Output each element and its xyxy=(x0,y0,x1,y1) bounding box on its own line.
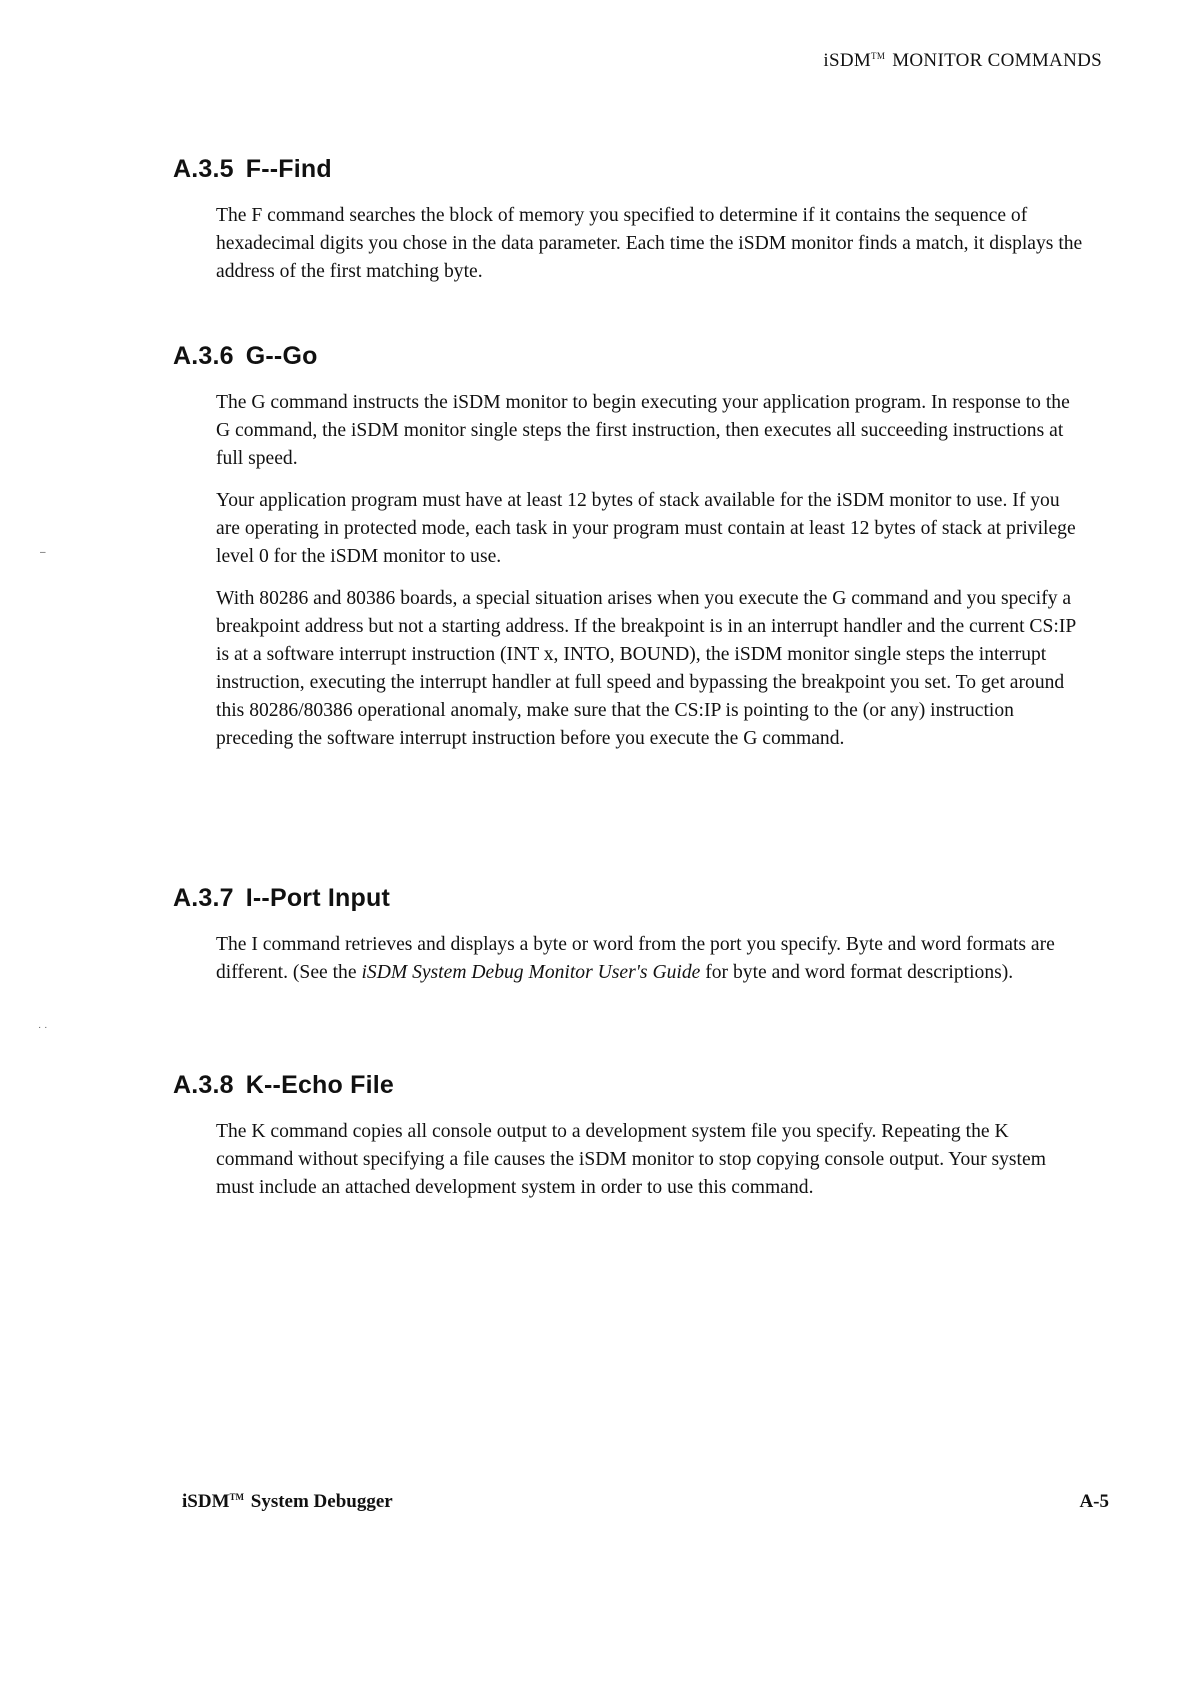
footer-text: System Debugger xyxy=(246,1491,393,1512)
section-find xyxy=(173,155,1093,300)
paragraph-text: for byte and word format descriptions). xyxy=(700,962,1014,983)
header-prefix: iSDM xyxy=(823,50,872,71)
section-heading xyxy=(173,342,1093,371)
section-number: A.3.8 xyxy=(173,1071,234,1099)
section-body xyxy=(216,389,1086,753)
page-number: A-5 xyxy=(1079,1491,1109,1512)
header-title: MONITOR COMMANDS xyxy=(887,50,1102,71)
guide-title: iSDM System Debug Monitor User's Guide xyxy=(361,962,701,983)
section-body xyxy=(216,202,1086,286)
margin-mark: · · xyxy=(38,1022,48,1033)
paragraph: The G command instructs the iSDM monitor to begin executing your application program. In response to the G command, the iSDM monitor single steps the first instruction, then executes all succeeding instructions at full speed. xyxy=(216,392,1070,469)
section-heading xyxy=(173,884,1093,913)
paragraph-text: The I command retrieves and displays a byte or word from the port you specify. Byte and word formats are different. (See the xyxy=(216,934,1055,983)
paragraph: The K command copies all console output to a development system file you specify. Repeating the K command without specifying a file causes the iSDM monitor to stop copying console output. Your system must include an attached development system in order to use this command. xyxy=(216,1121,1046,1198)
running-header xyxy=(823,50,1102,72)
section-body xyxy=(216,931,1086,987)
paragraph: The F command searches the block of memory you specified to determine if it contains the sequence of hexadecimal digits you chose in the data parameter. Each time the iSDM monitor finds a match, it displays the address of the first matching byte. xyxy=(216,205,1083,282)
paragraph: With 80286 and 80386 boards, a special situation arises when you execute the G command and you specify a breakpoint address but not a starting address. If the breakpoint is in an interrupt handler and the current CS:IP is at a software interrupt instruction (INT x, INTO, BOUND), the iSDM monitor single steps the interrupt instruction, executing the interrupt handler at full speed and bypassing the breakpoint you set. To get around this 80286/80386 operational anomaly, make sure that the CS:IP is pointing to the (or any) instruction preceding the software interrupt instruction before you execute the G command. xyxy=(216,588,1076,749)
header-trademark: TM xyxy=(871,51,886,61)
footer-title xyxy=(182,1491,393,1513)
footer-trademark: TM xyxy=(229,1492,244,1502)
paragraph xyxy=(216,931,1086,987)
section-heading xyxy=(173,155,1093,184)
section-title: K--Echo File xyxy=(245,1071,395,1099)
section-number: A.3.5 xyxy=(173,155,234,183)
section-go xyxy=(173,342,1093,767)
section-number: A.3.6 xyxy=(173,342,234,370)
section-number: A.3.7 xyxy=(173,884,234,912)
section-body xyxy=(216,1118,1086,1202)
section-title: F--Find xyxy=(245,155,332,183)
section-title: I--Port Input xyxy=(245,884,390,912)
section-echo-file xyxy=(173,1071,1093,1216)
section-title: G--Go xyxy=(245,342,318,370)
section-port-input xyxy=(173,884,1093,1001)
section-heading xyxy=(173,1071,1093,1100)
margin-mark: – xyxy=(40,547,46,558)
footer-prefix: iSDM xyxy=(182,1491,230,1512)
paragraph: Your application program must have at least 12 bytes of stack available for the iSDM monitor to use. If you are operating in protected mode, each task in your program must contain at least 12 bytes of stack at privilege level 0 for the iSDM monitor to use. xyxy=(216,490,1076,567)
